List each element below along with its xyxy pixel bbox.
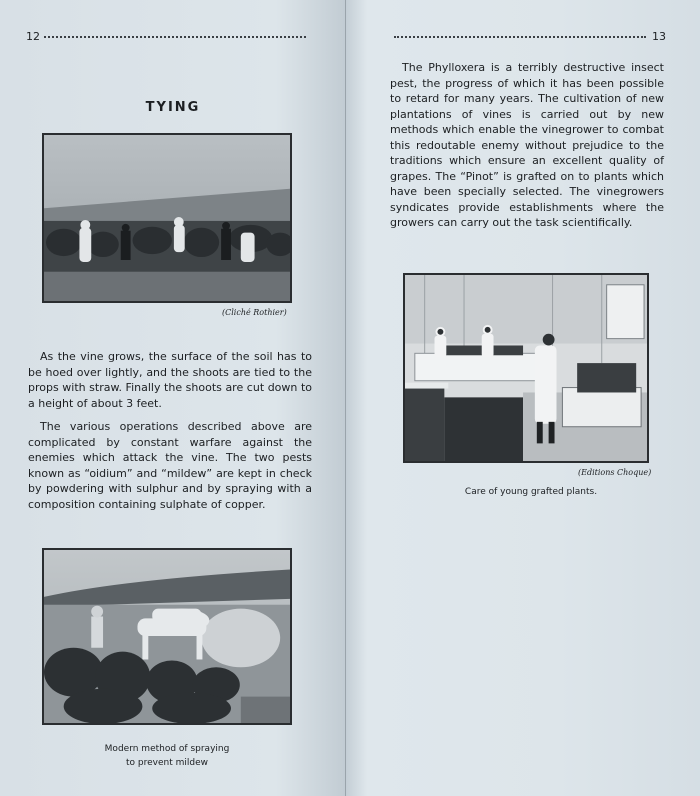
vineyard-tying-photo <box>42 133 292 303</box>
photo-credit-choque: (Editions Choque) <box>578 468 652 477</box>
spraying-photo <box>42 548 292 725</box>
page-number-right: 13 <box>652 30 666 43</box>
vineyard-tying-image <box>44 135 290 301</box>
paragraph-pests: The various operations described above are complicated by constant warfare against the enemies which attack the vine. The two pests known as “oidium” and “mildew” are kept in check by powdering with sulphur and by spraying with a composition containing sulphate of copper. <box>28 420 312 511</box>
header-rule-right <box>394 36 646 38</box>
grafted-plants-photo <box>403 273 649 463</box>
right-body-text <box>390 60 664 239</box>
section-heading: TYING <box>145 100 201 115</box>
page-number-left: 12 <box>26 30 40 43</box>
right-page <box>346 0 700 796</box>
spraying-caption-line1: Modern method of spraying <box>104 744 230 754</box>
photo-credit-rothier: (Cliché Rothier) <box>222 308 287 317</box>
spraying-image <box>44 550 290 723</box>
header-rule-left <box>44 36 306 38</box>
spraying-caption <box>92 742 242 770</box>
left-body-text <box>28 349 312 520</box>
left-page <box>0 0 346 796</box>
grafted-plants-caption: Care of young grafted plants. <box>464 487 598 497</box>
spraying-caption-line2: to prevent mildew <box>126 758 208 768</box>
paragraph-tying: As the vine grows, the surface of the soil has to be hoed over lightly, and the shoots are tied to the props with straw. Finally the shoots are cut down to a height of about 3 feet. <box>28 350 312 410</box>
grafted-plants-image <box>405 275 647 461</box>
paragraph-phylloxera: The Phylloxera is a terribly destructive insect pest, the progress of which it has been possible to retard for many years. The cultivation of new plantations of vines is carried out by new methods which enable the vinegrower to combat this redoutable enemy without prejudice to the traditions which ensure an excellent quality of grapes. The “Pinot” is grafted on to plants which have been specially selected. The vinegrowers syndicates provide establishments where the growers can carry out the task scientifically. <box>390 61 664 229</box>
